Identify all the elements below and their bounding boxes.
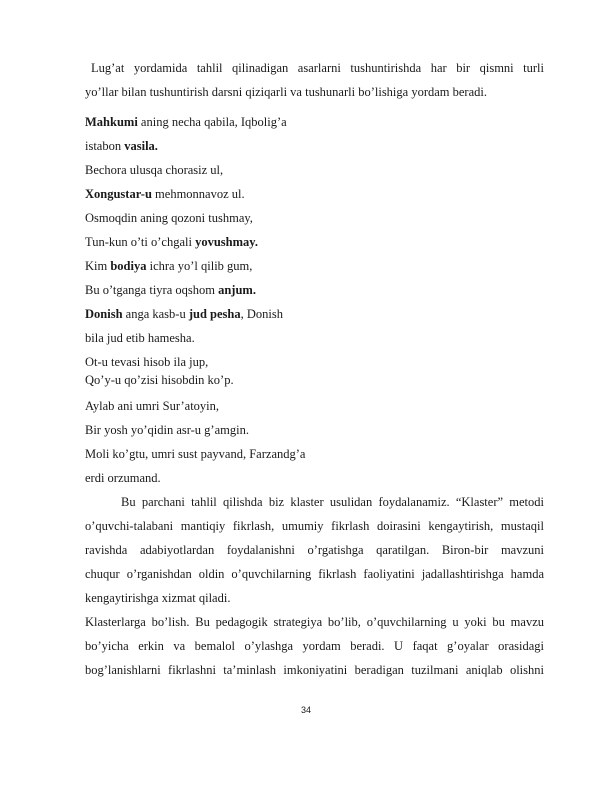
body2-line-1: Klasterlarga bo’lish. Bu pedagogik strategiya bo’lib, o’quvchilarning u yoki bu mavzu — [85, 615, 544, 629]
intro-line-1: Lug’at yordamida tahlil qilinadigan asarlarni tushuntirishda har bir qismni turli — [91, 61, 544, 75]
poem-line-14: Bir yosh yo’qidin asr-u g’amgin. — [85, 423, 249, 437]
poem-line-15: Moli ko’gtu, umri sust payvand, Farzandg’a — [85, 447, 306, 461]
poem-text: istabon — [85, 139, 125, 153]
body1-line-2: o’quvchi-talabani mantiqiy fikrlash, umumiy fikrlash doirasini kengaytirish, mustaqil — [85, 519, 544, 533]
page-number: 34 — [300, 705, 311, 715]
poem-term: vasila. — [124, 139, 158, 153]
poem-term: Mahkumi — [85, 115, 138, 129]
poem-line-9 — [85, 306, 283, 322]
poem-line-11: Ot-u tevasi hisob ila jup, — [85, 355, 209, 369]
poem-line-8 — [85, 282, 256, 298]
poem-term: bodiya — [110, 259, 147, 273]
poem-term: Xongustar-u — [85, 187, 152, 201]
poem-line-13: Aylab ani umri Sur’atoyin, — [85, 399, 220, 413]
poem-text: , Donish — [240, 307, 283, 321]
poem-text: mehmonnavoz ul. — [151, 187, 245, 201]
poem-line-5: Osmoqdin aning qozoni tushmay, — [85, 211, 253, 225]
body1-line-3: ravishda adabiyotlardan foydalanishni o’rgatishga qaratilgan. Biron-bir mavzuni — [85, 543, 544, 557]
poem-line-7 — [85, 258, 252, 274]
poem-text: anga kasb-u — [122, 307, 189, 321]
poem-text: ichra yo’l qilib gum, — [146, 259, 253, 273]
poem-line-12: Qo’y-u qo’zisi hisobdin ko’p. — [85, 373, 234, 387]
poem-text: Bu o’tganga tiyra oqshom — [85, 283, 219, 297]
poem-term: yovushmay. — [195, 235, 258, 249]
intro-paragraph — [85, 56, 544, 104]
poem-text: aning necha qabila, Iqbolig’a — [137, 115, 287, 129]
poem-line-4 — [85, 186, 245, 202]
body1-line-5: kengaytirishga xizmat qiladi. — [85, 591, 231, 605]
poem-line-6 — [85, 234, 258, 250]
poem-text: Kim — [85, 259, 111, 273]
body1-line-4: chuqur o’rganishdan oldin o’quvchilarning fikrlash faoliyatini jadallashtirishga hamda — [85, 567, 544, 581]
poem-term: anjum. — [218, 283, 256, 297]
poem-text: Tun-kun o’ti o’chgali — [85, 235, 196, 249]
poem-line-10: bila jud etib hamesha. — [85, 331, 195, 345]
body-paragraph-1 — [85, 490, 544, 610]
intro-line-2: yo’llar bilan tushuntirish darsni qiziqarli va tushunarli bo’lishiga yordam beradi. — [85, 85, 487, 99]
poem-line-1 — [85, 114, 287, 130]
poem-line-16: erdi orzumand. — [85, 471, 161, 485]
body1-line-1: Bu parchani tahlil qilishda biz klaster usulidan foydalanamiz. “Klaster” metodi — [121, 495, 544, 509]
poem-term: jud pesha — [188, 307, 241, 321]
poem-line-3: Bechora ulusqa chorasiz ul, — [85, 163, 224, 177]
body2-line-3: bog’lanishlarni fikrlashni ta’minlash imkoniyatini beradigan tuzilmani aniqlab olishni — [85, 663, 544, 677]
poem-line-2 — [85, 138, 158, 154]
body2-line-2: bo’yicha erkin va bemalol o’ylashga yordam beradi. U faqat g’oyalar orasidagi — [85, 639, 544, 653]
poem-term: Donish — [85, 307, 123, 321]
body-paragraph-2 — [85, 610, 544, 682]
